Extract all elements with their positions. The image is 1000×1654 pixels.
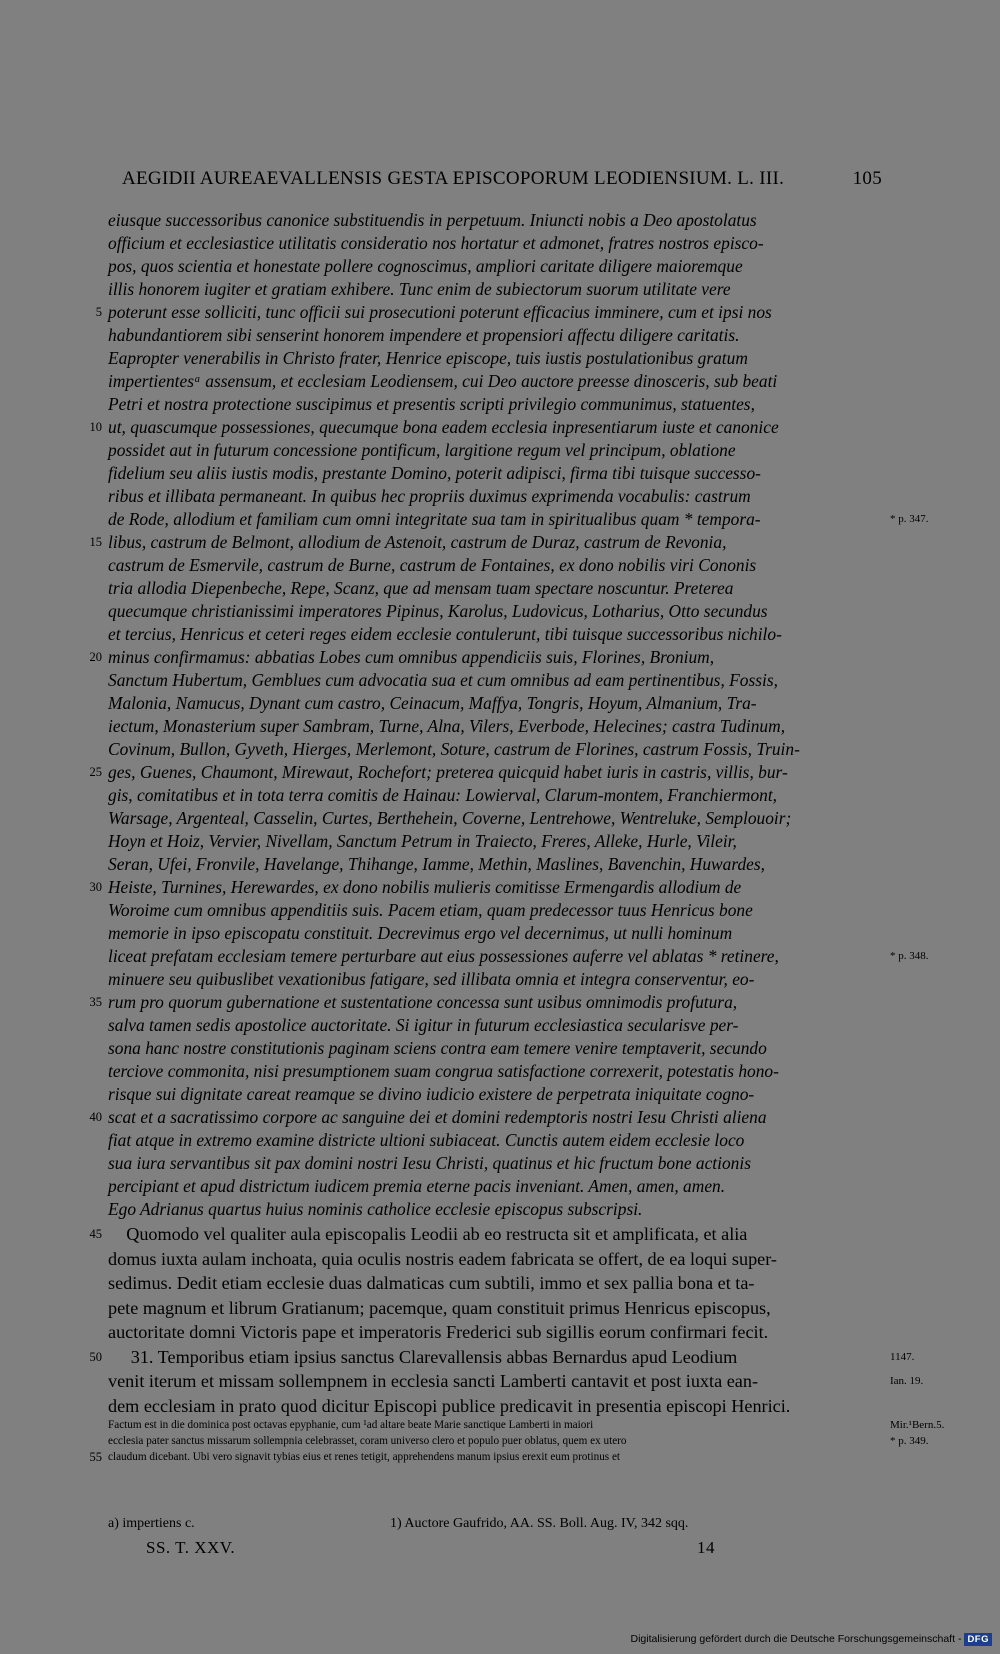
line-text: percipiant et apud districtum iudicem premia eterne pacis inveniant. Amen, amen, amen.: [108, 1176, 726, 1196]
line-text: liceat prefatam ecclesiam temere perturbare aut eius possessiones auferre vel ablatas * retinere,: [108, 946, 779, 966]
line-text: Heiste, Turnines, Herewardes, ex dono nobilis mulieris comitisse Ermengardis allodium de: [108, 877, 742, 897]
line-text: pete magnum et librum Gratianum; pacemque, quam constituit primus Henricus episcopus,: [108, 1297, 771, 1318]
text-line: [108, 830, 882, 853]
line-text: iectum, Monasterium super Sambram, Turne, Alna, Vilers, Everbode, Helecines; castra Tudinum,: [108, 716, 786, 736]
line-text: poterunt esse solliciti, tunc officii sui prosecutioni poterunt efficacius imminere, cum et ipsi nos: [108, 302, 772, 322]
line-text: ecclesia pater sanctus missarum sollempnia celebrasset, coram universo clero et populo puer oblatus, quem ex utero: [108, 1435, 627, 1448]
text-line: [108, 1369, 924, 1394]
sheet-number: 14: [697, 1538, 715, 1557]
line-text: fidelium seu aliis iustis modis, prestante Domino, poterit adipisci, firma tibi tuisque successo-: [108, 463, 761, 483]
quoted-source-text: [89, 1417, 945, 1466]
text-line: [108, 393, 882, 416]
line-number: 10: [89, 420, 102, 434]
text-line: [108, 692, 882, 715]
line-text: gis, comitatibus et in tota terra comitis de Hainau: Lowierval, Clarum-montem, Franchiermont,: [108, 785, 778, 805]
text-line: [108, 1417, 945, 1433]
text-line: [108, 669, 882, 692]
line-text: auctoritate domni Victoris pape et imperatoris Frederici sub sigillis eorum confirmari fecit.: [108, 1322, 769, 1342]
line-text: minuere seu quibuslibet vexationibus fatigare, sed illibata omnia et integra conserventur, eo-: [108, 969, 755, 989]
margin-note: * p. 348.: [890, 950, 929, 962]
text-line: [108, 462, 882, 485]
margin-note: * p. 349.: [890, 1435, 929, 1448]
line-text: sua iura servantibus sit pax domini nostri Iesu Christi, quatinus et hic fructum bone actionis: [108, 1153, 751, 1173]
text-line: [108, 232, 882, 255]
line-text: scat et a sacratissimo corpore ac sanguine dei et domini redemptoris nostri Iesu Christi aliena: [108, 1107, 767, 1127]
text-line: [95, 301, 882, 324]
line-number: 15: [89, 535, 102, 549]
line-number: 45: [89, 1227, 102, 1241]
text-line: [89, 1449, 882, 1465]
text-line: [89, 1106, 882, 1129]
line-text: Warsage, Argenteal, Casselin, Curtes, Berthehein, Coverne, Lentrehowe, Wentreluke, Semplouoir;: [108, 808, 792, 828]
narrative-text: [89, 1222, 924, 1418]
line-number: 30: [89, 880, 102, 894]
charter-text-italic: [89, 209, 929, 1221]
line-text: illis honorem iugiter et gratiam exhibere. Tunc enim de subiectorum suorum utilitate vere: [108, 279, 731, 299]
text-line: [89, 1222, 882, 1247]
text-line: [108, 1433, 929, 1449]
text-line: [108, 347, 882, 370]
text-line: [108, 738, 882, 761]
text-line: [108, 1129, 882, 1152]
text-line: [108, 324, 882, 347]
line-text: rum pro quorum gubernatione et sustentatione concessa sunt usibus omnimodis profutura,: [108, 992, 738, 1012]
line-text: dem ecclesiam in prato quod dicitur Episcopi publice predicavit in presentia episcopi Henrici.: [108, 1395, 791, 1416]
line-text: risque sui dignitate careat reamque se divino iudicio existere de perpetrata iniquitate cogno-: [108, 1084, 755, 1104]
line-text: Petri et nostra protectione suscipimus et presentis scripti privilegio communimus, statuentes,: [108, 394, 755, 414]
margin-note: Ian. 19.: [890, 1375, 924, 1387]
line-text: Ego Adrianus quartus huius nominis catholice ecclesie episcopus subscripsi.: [108, 1199, 643, 1219]
sheet-signature: SS. T. XXV.: [146, 1538, 236, 1557]
text-line: [108, 1296, 882, 1321]
line-text: et tercius, Henricus et ceteri reges eidem ecclesie contulerunt, tibi tuisque successoribus nichilo-: [108, 624, 782, 644]
line-text: venit iterum et missam sollempnem in ecclesia sancti Lamberti cantavit et post iuxta ean-: [108, 1371, 758, 1391]
line-number: 50: [89, 1349, 102, 1364]
line-text: impertientesᵃ assensum, et ecclesiam Leodiensem, cui Deo auctore preesse dinosceris, sub beati: [108, 371, 778, 391]
text-line: [108, 600, 882, 623]
line-number: 5: [95, 305, 102, 319]
text-line: [108, 1152, 882, 1175]
text-line: [108, 370, 882, 393]
dfg-credit: [631, 1630, 992, 1648]
line-text: sedimus. Dedit etiam ecclesie duas dalmaticas cum subtili, immo et sex pallia bona et ta-: [108, 1273, 755, 1293]
text-line: [108, 922, 882, 945]
text-line: [108, 577, 882, 600]
text-line: [108, 1271, 882, 1296]
line-text: libus, castrum de Belmont, allodium de Astenoit, castrum de Duraz, castrum de Revonia,: [108, 532, 727, 552]
line-number: 25: [89, 765, 102, 779]
line-number: 40: [89, 1110, 102, 1124]
line-text: Seran, Ufei, Fronvile, Havelange, Thihange, Iamme, Methin, Maslines, Bavenchin, Huwardes,: [108, 854, 766, 874]
text-line: [108, 1198, 882, 1221]
line-text: salva tamen sedis apostolice auctoritate. Si igitur in futurum ecclesiastica secularisve per-: [108, 1015, 739, 1035]
margin-note: 1147.: [890, 1350, 915, 1363]
text-line: [108, 554, 882, 577]
dfg-logo: DFG: [964, 1633, 992, 1646]
line-text: ges, Guenes, Chaumont, Mirewaut, Rochefort; preterea quicquid habet iuris in castris, villis, bur-: [108, 762, 788, 782]
text-line: [89, 761, 882, 784]
margin-note: Mir.¹Bern.5.: [890, 1419, 945, 1431]
text-line: [108, 784, 882, 807]
text-line: [89, 1345, 915, 1370]
line-text: claudum dicebant. Ubi vero signavit tybias eius et renes tetigit, apprehendens manum ipsius erexit eum protinus et: [108, 1451, 621, 1464]
text-line: [108, 1014, 882, 1037]
line-text: Malonia, Namucus, Dynant cum castro, Ceinacum, Maffya, Tongris, Hoyum, Almanium, Tra-: [108, 693, 757, 713]
line-text: officium et ecclesiastice utilitatis consideratio nos hortatur et admonet, fratres nostros episco-: [108, 233, 764, 253]
line-text: de Rode, allodium et familiam cum omni integritate sua tam in spiritualibus quam * tempora-: [108, 509, 761, 529]
line-text: minus confirmamus: abbatias Lobes cum omnibus appendiciis suis, Florines, Bronium,: [108, 647, 715, 667]
text-line: [108, 439, 882, 462]
text-line: [108, 853, 882, 876]
text-line: [108, 485, 882, 508]
page-number: 105: [852, 168, 882, 189]
line-text: ribus et illibata permaneant. In quibus hec propriis duximus exprimenda vocabulis: castrum: [108, 486, 751, 506]
running-title: AEGIDII AUREAEVALLENSIS GESTA EPISCOPORUM LEODIENSIUM. L. III.: [122, 168, 785, 189]
footnote-source: 1) Auctore Gaufrido, AA. SS. Boll. Aug. IV, 342 sqq.: [390, 1516, 689, 1531]
text-line: [108, 945, 929, 968]
line-number: 20: [89, 650, 102, 664]
line-text: terciove commonita, nisi presumptionem suam congrua satisfactione correxerit, potestatis hono-: [108, 1061, 779, 1081]
text-line: [108, 807, 882, 830]
text-line: [108, 899, 882, 922]
running-header: [122, 168, 882, 190]
line-text: tria allodia Diepenbeche, Repe, Scanz, que ad mensam tuam spectare noscuntur. Preterea: [108, 578, 734, 598]
text-line: [108, 1247, 882, 1272]
text-line: [108, 1060, 882, 1083]
margin-note: * p. 347.: [890, 513, 929, 525]
text-line: [108, 508, 929, 531]
text-line: [89, 991, 882, 1014]
dfg-credit-text: Digitalisierung gefördert durch die Deutsche Forschungsgemeinschaft -: [630, 1633, 962, 1645]
text-line: [89, 531, 882, 554]
line-text: Factum est in die dominica post octavas epyphanie, cum ¹ad altare beate Marie sanctique Lamberti in maiori: [108, 1419, 594, 1431]
line-text: Woroime cum omnibus appenditiis suis. Pacem etiam, quam predecessor tuus Henricus bone: [108, 900, 753, 920]
line-text: habundantiorem sibi senserint honorem impendere et propensiori affectu diligere caritatis.: [108, 325, 740, 345]
line-text: eiusque successoribus canonice substituendis in perpetuum. Iniuncti nobis a Deo apostolatus: [108, 210, 757, 230]
line-text: fiat atque in extremo examine districte ultioni subiaceat. Cunctis autem eidem ecclesie loco: [108, 1130, 745, 1150]
footnote-variant: a) impertiens c.: [108, 1516, 195, 1531]
line-text: Sanctum Hubertum, Gemblues cum advocatia sua et cum omnibus ad eam pertinentibus, Fossis,: [108, 670, 778, 690]
text-line: [108, 1394, 882, 1419]
line-text: castrum de Esmervile, castrum de Burne, castrum de Fontaines, ex dono nobilis viri Cononis: [108, 555, 757, 575]
line-text: quecumque christianissimi imperatores Pipinus, Karolus, Ludovicus, Lotharius, Otto secundus: [108, 601, 768, 621]
line-text: 31. Temporibus etiam ipsius sanctus Clarevallensis abbas Bernardus apud Leodium: [108, 1346, 738, 1367]
line-text: Hoyn et Hoiz, Vervier, Nivellam, Sanctum Petrum in Traiecto, Freres, Alleke, Hurle, Vileir,: [108, 831, 737, 851]
text-line: [108, 255, 882, 278]
line-text: memorie in ipso episcopatu constituit. Decrevimus ergo vel decernimus, ut nulli hominum: [108, 923, 733, 943]
line-text: Covinum, Bullon, Gyveth, Hierges, Merlemont, Soture, castrum de Florines, castrum Fossis, Truin-: [108, 739, 800, 759]
line-number: 55: [89, 1450, 102, 1465]
text-line: [108, 968, 882, 991]
text-line: [108, 1037, 882, 1060]
line-text: ut, quascumque possessiones, quecumque bona eadem ecclesia inpresentiarum iuste et canonice: [108, 417, 779, 437]
text-line: [108, 715, 882, 738]
line-text: sona hanc nostre constitutionis paginam sciens contra eam temere venire temptaverit, secundo: [108, 1038, 767, 1058]
text-line: [89, 646, 882, 669]
text-line: [108, 623, 882, 646]
line-text: pos, quos scientia et honestate pollere cognoscimus, ampliori caritate diligere maioremque: [108, 256, 743, 276]
text-line: [89, 876, 882, 899]
text-line: [108, 1083, 882, 1106]
line-text: domus iuxta aulam inchoata, quia oculis nostris eadem fabricata se offert, de ea loqui super-: [108, 1248, 777, 1269]
text-line: [108, 1175, 882, 1198]
text-line: [108, 278, 882, 301]
text-line: [89, 416, 882, 439]
line-text: possidet aut in futurum concessione pontificum, largitione regum vel principum, oblatione: [108, 440, 736, 460]
line-number: 35: [89, 995, 102, 1009]
line-text: Quomodo vel qualiter aula episcopalis Leodii ab eo restructa sit et amplificata, et alia: [108, 1224, 748, 1244]
text-line: [108, 209, 882, 232]
line-text: Eapropter venerabilis in Christo frater, Henrice episcope, tuis iustis postulationibus gratum: [108, 348, 748, 368]
text-line: [108, 1320, 882, 1345]
